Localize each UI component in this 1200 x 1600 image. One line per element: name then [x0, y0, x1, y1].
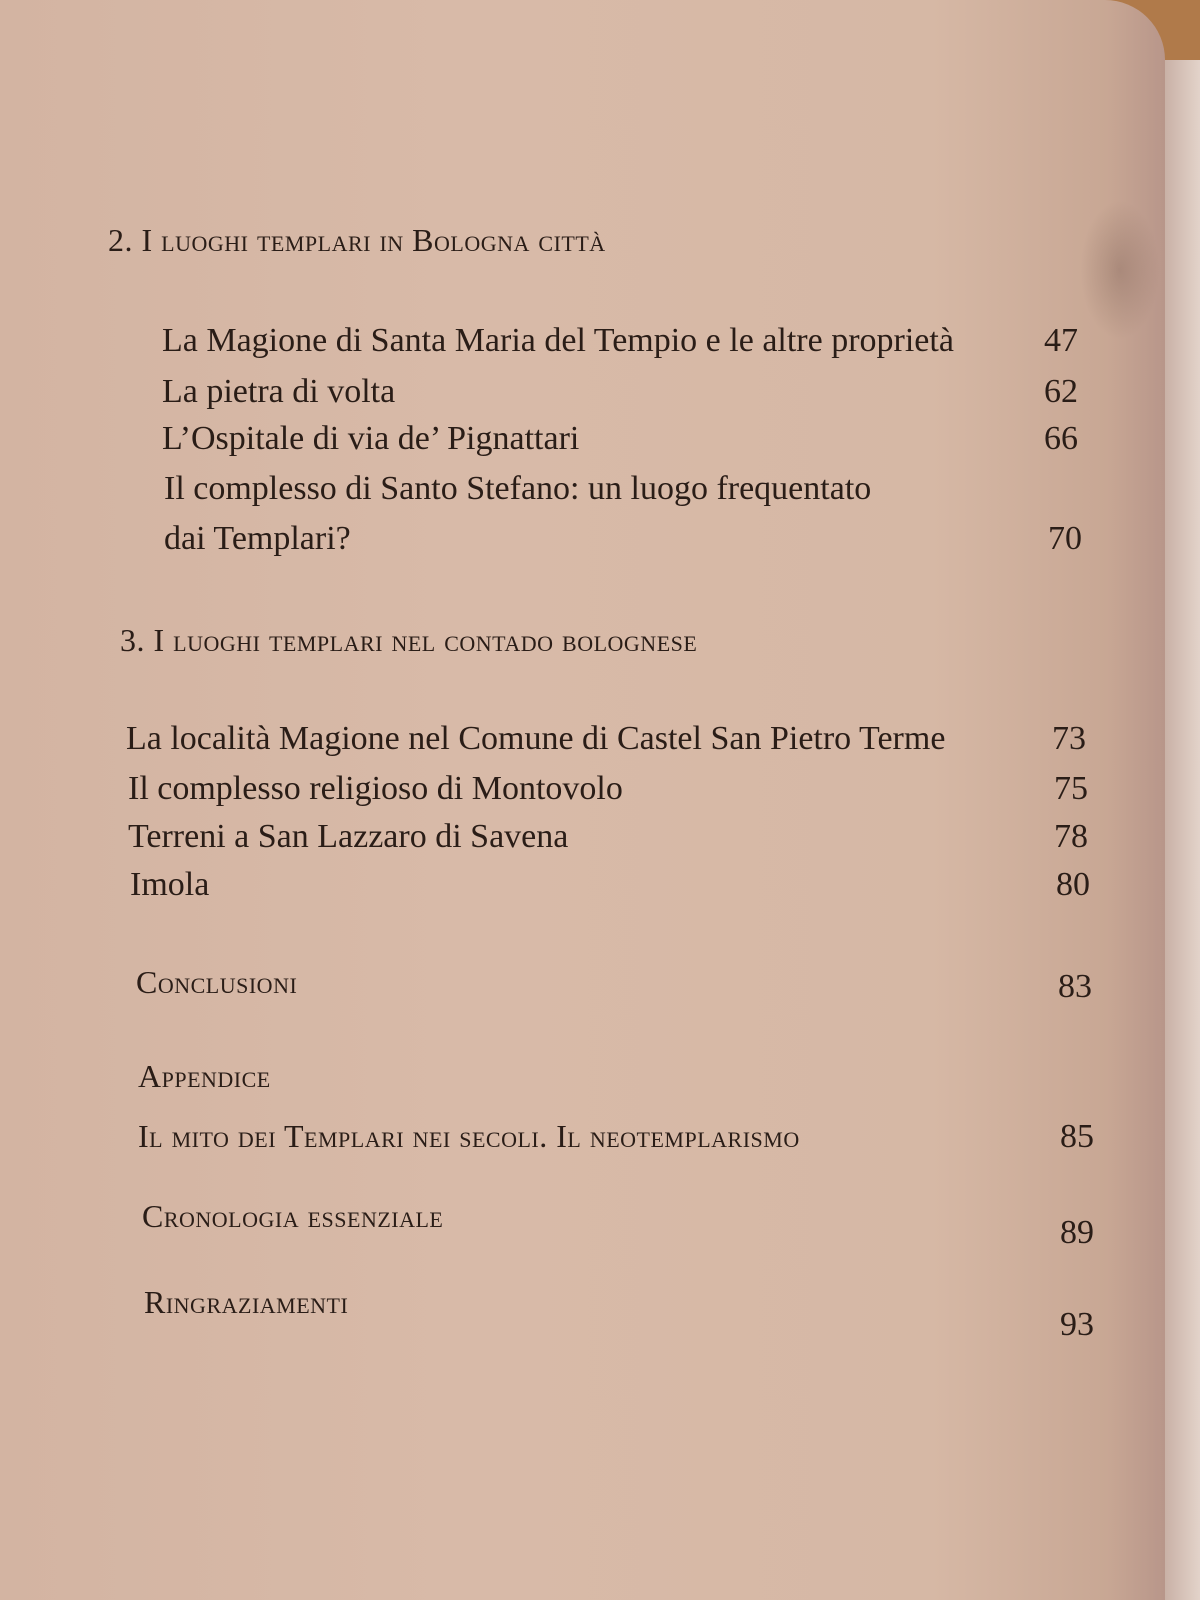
- toc-entry: La Magione di Santa Maria del Tempio e le altre proprietà: [162, 322, 954, 359]
- ringraziamenti-heading: Ringraziamenti: [144, 1284, 349, 1320]
- toc-page-number: 66: [1044, 420, 1078, 457]
- toc-page-number: 73: [1052, 720, 1086, 757]
- toc-entry: Il complesso di Santo Stefano: un luogo frequentato: [164, 470, 872, 507]
- toc-page-number: 78: [1054, 818, 1088, 855]
- toc-entry: L’Ospitale di via de’ Pignattari: [162, 420, 580, 457]
- toc-entry-continuation: dai Templari?: [164, 520, 351, 557]
- toc-entry: Imola: [130, 866, 210, 903]
- toc-page-number: 85: [1060, 1118, 1094, 1155]
- conclusioni-heading: Conclusioni: [136, 964, 298, 1000]
- chapter-2-heading: 2. I luoghi templari in Bologna città: [108, 222, 606, 258]
- toc-entry: La località Magione nel Comune di Castel San Pietro Terme: [126, 720, 946, 757]
- toc-page-number: 62: [1044, 373, 1078, 410]
- toc-entry: Terreni a San Lazzaro di Savena: [128, 818, 569, 855]
- toc-page-number: 93: [1060, 1306, 1094, 1343]
- toc-page-number: 89: [1060, 1214, 1094, 1251]
- appendice-label: Appendice: [138, 1058, 271, 1094]
- toc-entry: Il complesso religioso di Montovolo: [128, 770, 623, 807]
- cronologia-heading: Cronologia essenziale: [142, 1198, 444, 1234]
- appendice-title: Il mito dei Templari nei secoli. Il neotemplarismo: [138, 1118, 800, 1154]
- toc-entry: La pietra di volta: [162, 373, 396, 410]
- chapter-3-heading: 3. I luoghi templari nel contado bolognese: [120, 622, 698, 658]
- toc-page-number: 80: [1056, 866, 1090, 903]
- toc-page-number: 83: [1058, 968, 1092, 1005]
- toc-page-number: 70: [1048, 520, 1082, 557]
- toc-page-number: 75: [1054, 770, 1088, 807]
- toc-page-number: 47: [1044, 322, 1078, 359]
- next-page-edge: [1165, 60, 1200, 1600]
